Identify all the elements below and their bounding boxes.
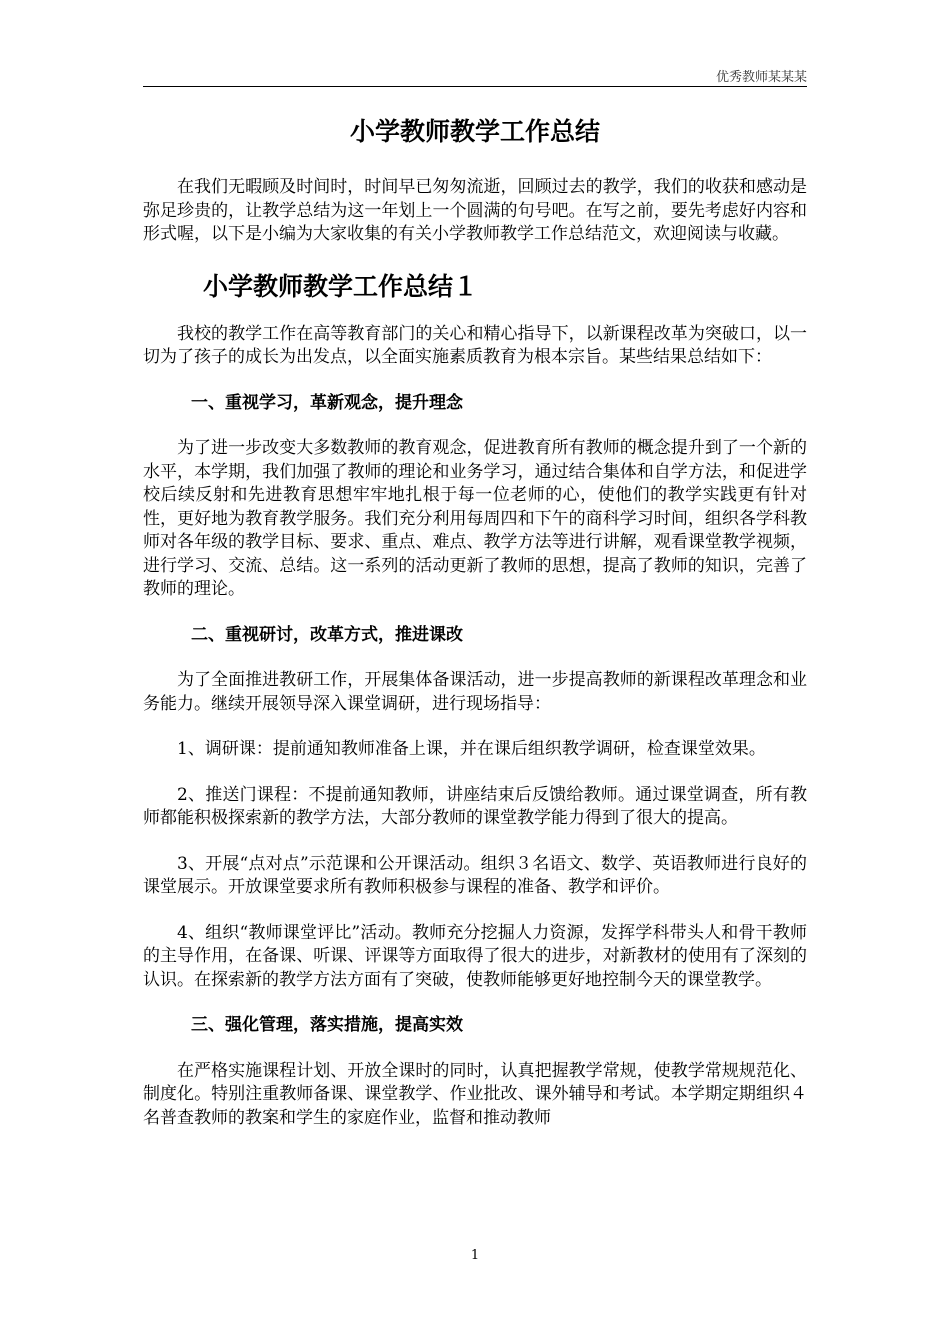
- sub-heading-3: 三、强化管理，落实措施，提高实效: [191, 1015, 463, 1035]
- list-item-4: 4、组织“教师课堂评比”活动。教师充分挖掘人力资源，发挥学科带头人和骨干教师的主导作用，在备课、听课、评课等方面取得了很大的进步，对新教材的使用有了深刻的认识。在探索新的教学方法方面有了突破，使教师能够更好地控制今天的课堂教学。: [143, 922, 807, 990]
- sub-heading-2: 二、重视研讨，改革方式，推进课改: [191, 624, 463, 645]
- section-title: 小学教师教学工作总结１: [203, 271, 479, 301]
- document-body: [143, 112, 807, 1130]
- sub-heading-1: 一、重视学习，革新观念，提升理念: [191, 392, 463, 413]
- paragraph-1: 为了进一步改变大多数教师的教育观念，促进教育所有教师的概念提升到了一个新的水平，本学期，我们加强了教师的理论和业务学习，通过结合集体和自学方法，和促进学校后续反射和先进教育思想牢牢地扎根于每一位老师的心，使他们的教学实践更有针对性，更好地为教育教学服务。我们充分利用每周四和下午的商科学习时间，组织各学科教师对各年级的教学目标、要求、重点、难点、教学方法等进行讲解，观看课堂教学视频，进行学习、交流、总结。这一系列的活动更新了教师的思想，提高了教师的知识，完善了教师的理论。: [143, 438, 807, 599]
- list-item-1: 1、调研课：提前通知教师准备上课，并在课后组织教学调研，检查课堂效果。: [177, 739, 766, 759]
- intro-paragraph: 在我们无暇顾及时间时，时间早已匆匆流逝，回顾过去的教学，我们的收获和感动是弥足珍贵的，让教学总结为这一年划上一个圆满的句号吧。在写之前，要先考虑好内容和形式喔，以下是小编为大家收集的有关小学教师教学工作总结范文，欢迎阅读与收藏。: [143, 177, 807, 244]
- document-title: 小学教师教学工作总结: [349, 117, 600, 146]
- page-number: 1: [470, 1248, 480, 1263]
- list-item-3: 3、开展“点对点”示范课和公开课活动。组织３名语文、数学、英语教师进行良好的课堂展示。开放课堂要求所有教师积极参与课程的准备、教学和评价。: [143, 853, 807, 897]
- list-item-2: 2、推送门课程：不提前通知教师，讲座结束后反馈给教师。通过课堂调查，所有教师都能积极探索新的教学方法，大部分教师的课堂教学能力得到了很大的提高。: [143, 784, 807, 828]
- section-intro-paragraph: 我校的教学工作在高等教育部门的关心和精心指导下，以新课程改革为突破口，以一切为了孩子的成长为出发点，以全面实施素质教育为根本宗旨。某些结果总结如下：: [143, 323, 807, 367]
- paragraph-2: 为了全面推进教研工作，开展集体备课活动，进一步提高教师的新课程改革理念和业务能力。继续开展领导深入课堂调研，进行现场指导：: [143, 670, 807, 714]
- header-divider: [143, 86, 807, 87]
- paragraph-3: 在严格实施课程计划、开放全课时的同时，认真把握教学常规，使教学常规规范化、制度化。特别注重教师备课、课堂教学、作业批改、课外辅导和考试。本学期定期组织４名普查教师的教案和学生的家庭作业，监督和推动教师: [143, 1060, 807, 1128]
- page-header-text: 优秀教师某某某: [715, 70, 807, 85]
